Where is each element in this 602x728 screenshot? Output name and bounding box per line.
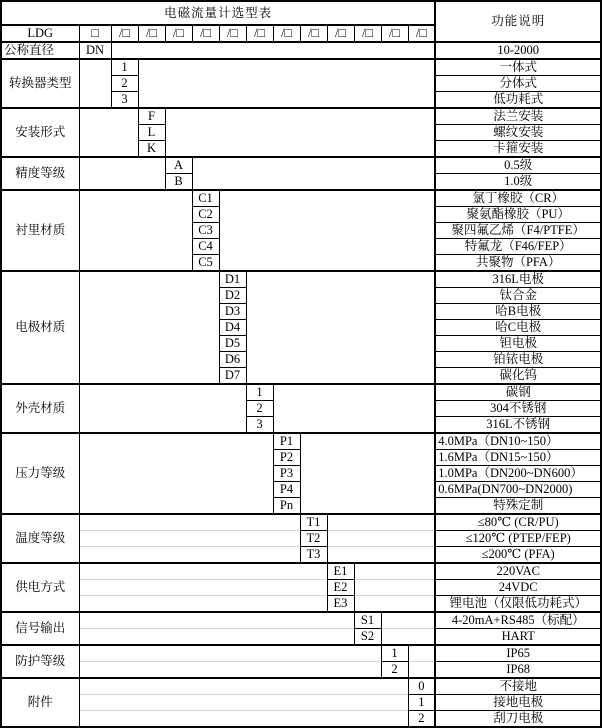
left-filler <box>79 711 408 728</box>
model-code-slot-7: /□ <box>273 25 300 42</box>
section-row <box>1 580 601 596</box>
description-cell: 聚四氟乙烯（F4/PTFE） <box>435 223 601 239</box>
right-filler <box>219 190 435 271</box>
section-row <box>1 596 601 613</box>
section-row <box>1 108 601 125</box>
left-filler <box>79 629 354 646</box>
left-filler <box>79 108 138 157</box>
code-cell-C1: C1 <box>192 190 219 207</box>
code-cell-E1: E1 <box>327 563 354 580</box>
code-cell-P4: P4 <box>273 482 300 498</box>
description-cell: ≤80℃ (CR/PU) <box>435 514 601 531</box>
model-code-slot-6: /□ <box>246 25 273 42</box>
code-cell-S2: S2 <box>354 629 381 646</box>
left-filler <box>79 580 327 596</box>
description-cell: 刮刀电极 <box>435 711 601 728</box>
section-row <box>1 662 601 679</box>
description-cell: 4-20mA+RS485（标配） <box>435 612 601 629</box>
code-cell-D6: D6 <box>219 352 246 368</box>
left-filler <box>79 531 300 547</box>
description-cell: 220VAC <box>435 563 601 580</box>
code-cell-3: 3 <box>246 417 273 434</box>
description-cell: 316L不锈钢 <box>435 417 601 434</box>
left-filler <box>79 384 246 433</box>
right-filler <box>354 563 435 580</box>
left-filler <box>79 695 408 711</box>
code-cell-2: 2 <box>408 711 435 728</box>
section-label: 外壳材质 <box>1 384 79 433</box>
section-label: 转换器类型 <box>1 59 79 108</box>
description-cell: 分体式 <box>435 76 601 92</box>
description-cell: 304不锈钢 <box>435 401 601 417</box>
right-filler <box>165 108 435 157</box>
code-cell-P1: P1 <box>273 433 300 450</box>
section-row <box>1 678 601 695</box>
left-filler <box>79 433 273 514</box>
section-label: 供电方式 <box>1 563 79 612</box>
left-filler <box>79 514 300 531</box>
section-row <box>1 42 601 59</box>
code-cell-L: L <box>138 125 165 141</box>
right-filler <box>300 433 435 514</box>
description-cell: HART <box>435 629 601 646</box>
section-label: 精度等级 <box>1 157 79 190</box>
code-cell-P2: P2 <box>273 450 300 466</box>
right-filler <box>111 42 435 59</box>
model-code-slot-9: /□ <box>327 25 354 42</box>
model-code-slot-3: /□ <box>165 25 192 42</box>
description-cell: 24VDC <box>435 580 601 596</box>
right-filler <box>381 629 435 646</box>
section-row <box>1 547 601 564</box>
section-row <box>1 514 601 531</box>
section-label: 公称直径 <box>1 42 79 59</box>
section-row <box>1 711 601 728</box>
code-cell-F: F <box>138 108 165 125</box>
code-cell-1: 1 <box>246 384 273 401</box>
right-filler <box>408 645 435 662</box>
table-body <box>1 1 601 727</box>
code-cell-Pn: Pn <box>273 498 300 515</box>
description-cell: 0.6MPa(DN700~DN2000) <box>435 482 601 498</box>
description-cell: 1.6MPa（DN15~150） <box>435 450 601 466</box>
description-cell: 不接地 <box>435 678 601 695</box>
right-filler <box>327 547 435 564</box>
model-code-slot-11: /□ <box>381 25 408 42</box>
description-cell: 碳化钨 <box>435 368 601 385</box>
section-label: 温度等级 <box>1 514 79 563</box>
code-cell-D5: D5 <box>219 336 246 352</box>
right-filler <box>327 531 435 547</box>
description-cell: 聚氨酯橡胶（PU） <box>435 207 601 223</box>
section-label: 附件 <box>1 678 79 727</box>
section-row <box>1 612 601 629</box>
right-filler <box>381 612 435 629</box>
description-cell: 锂电池（仅限低功耗式） <box>435 596 601 613</box>
description-cell: 特殊定制 <box>435 498 601 515</box>
description-cell: 接地电极 <box>435 695 601 711</box>
code-cell-1: 1 <box>408 695 435 711</box>
description-cell: 低功耗式 <box>435 92 601 109</box>
left-filler <box>79 596 327 613</box>
section-row <box>1 271 601 288</box>
section-row <box>1 433 601 450</box>
model-code-slot-1: /□ <box>111 25 138 42</box>
code-cell-DN: DN <box>79 42 111 59</box>
code-cell-E3: E3 <box>327 596 354 613</box>
code-cell-3: 3 <box>111 92 138 109</box>
description-cell: IP68 <box>435 662 601 679</box>
section-label: 电极材质 <box>1 271 79 384</box>
section-row <box>1 563 601 580</box>
section-label: 防护等级 <box>1 645 79 678</box>
code-cell-D7: D7 <box>219 368 246 385</box>
code-cell-C3: C3 <box>192 223 219 239</box>
section-row <box>1 629 601 646</box>
code-cell-2: 2 <box>381 662 408 679</box>
description-cell: 氯丁橡胶（CR） <box>435 190 601 207</box>
left-filler <box>79 157 165 190</box>
model-code-slot-12: /□ <box>408 25 435 42</box>
description-cell: 一体式 <box>435 59 601 76</box>
model-prefix: LDG <box>1 25 79 42</box>
code-cell-D4: D4 <box>219 320 246 336</box>
left-filler <box>79 662 381 679</box>
description-cell: 铂铱电极 <box>435 352 601 368</box>
description-cell: 10-2000 <box>435 42 601 59</box>
description-cell: 钽电极 <box>435 336 601 352</box>
right-filler <box>246 271 435 384</box>
code-cell-K: K <box>138 141 165 158</box>
description-cell: 1.0级 <box>435 174 601 191</box>
section-row <box>1 384 601 401</box>
code-cell-C4: C4 <box>192 239 219 255</box>
model-code-slot-4: /□ <box>192 25 219 42</box>
code-cell-1: 1 <box>111 59 138 76</box>
code-cell-D1: D1 <box>219 271 246 288</box>
code-cell-T2: T2 <box>300 531 327 547</box>
page-title: 电磁流量计选型表 <box>1 1 435 25</box>
right-filler <box>408 662 435 679</box>
description-cell: 0.5级 <box>435 157 601 174</box>
code-cell-D3: D3 <box>219 304 246 320</box>
code-cell-1: 1 <box>381 645 408 662</box>
section-row <box>1 531 601 547</box>
code-cell-C5: C5 <box>192 255 219 272</box>
model-code-slot-10: /□ <box>354 25 381 42</box>
description-cell: 共聚物（PFA） <box>435 255 601 272</box>
section-label: 压力等级 <box>1 433 79 514</box>
description-cell: 316L电极 <box>435 271 601 288</box>
section-row <box>1 157 601 174</box>
description-cell: ≤120℃ (PTEP/FEP) <box>435 531 601 547</box>
description-cell: 碳钢 <box>435 384 601 401</box>
right-filler <box>354 596 435 613</box>
code-cell-2: 2 <box>111 76 138 92</box>
description-cell: ≤200℃ (PFA) <box>435 547 601 564</box>
description-cell: 哈C电极 <box>435 320 601 336</box>
code-cell-S1: S1 <box>354 612 381 629</box>
code-cell-D2: D2 <box>219 288 246 304</box>
model-code-slot-2: /□ <box>138 25 165 42</box>
left-filler <box>79 271 219 384</box>
right-filler <box>273 384 435 433</box>
section-label: 安装形式 <box>1 108 79 157</box>
description-cell: 卡箍安装 <box>435 141 601 158</box>
code-cell-T1: T1 <box>300 514 327 531</box>
left-filler <box>79 563 327 580</box>
section-label: 信号输出 <box>1 612 79 645</box>
right-filler <box>192 157 435 190</box>
code-cell-E2: E2 <box>327 580 354 596</box>
code-cell-T3: T3 <box>300 547 327 564</box>
code-cell-C2: C2 <box>192 207 219 223</box>
description-cell: 钛合金 <box>435 288 601 304</box>
left-filler <box>79 190 192 271</box>
description-cell: 哈B电极 <box>435 304 601 320</box>
section-row <box>1 645 601 662</box>
code-cell-0: 0 <box>408 678 435 695</box>
description-cell: 螺纹安装 <box>435 125 601 141</box>
description-cell: 4.0MPa（DN10~150） <box>435 433 601 450</box>
model-code-slot-8: /□ <box>300 25 327 42</box>
function-column-header: 功能说明 <box>435 1 601 42</box>
description-cell: IP65 <box>435 645 601 662</box>
description-cell: 特氟龙（F46/FEP） <box>435 239 601 255</box>
section-label: 衬里材质 <box>1 190 79 271</box>
section-row <box>1 59 601 76</box>
model-code-slot-5: /□ <box>219 25 246 42</box>
code-cell-B: B <box>165 174 192 191</box>
right-filler <box>354 580 435 596</box>
left-filler <box>79 59 111 108</box>
left-filler <box>79 645 381 662</box>
model-code-box: □ <box>79 25 111 42</box>
description-cell: 法兰安装 <box>435 108 601 125</box>
title-row <box>1 1 601 25</box>
left-filler <box>79 547 300 564</box>
right-filler <box>138 59 435 108</box>
code-cell-P3: P3 <box>273 466 300 482</box>
section-row <box>1 695 601 711</box>
right-filler <box>327 514 435 531</box>
code-cell-A: A <box>165 157 192 174</box>
code-cell-2: 2 <box>246 401 273 417</box>
left-filler <box>79 612 354 629</box>
description-cell: 1.0MPa（DN200~DN600） <box>435 466 601 482</box>
section-row <box>1 190 601 207</box>
left-filler <box>79 678 408 695</box>
